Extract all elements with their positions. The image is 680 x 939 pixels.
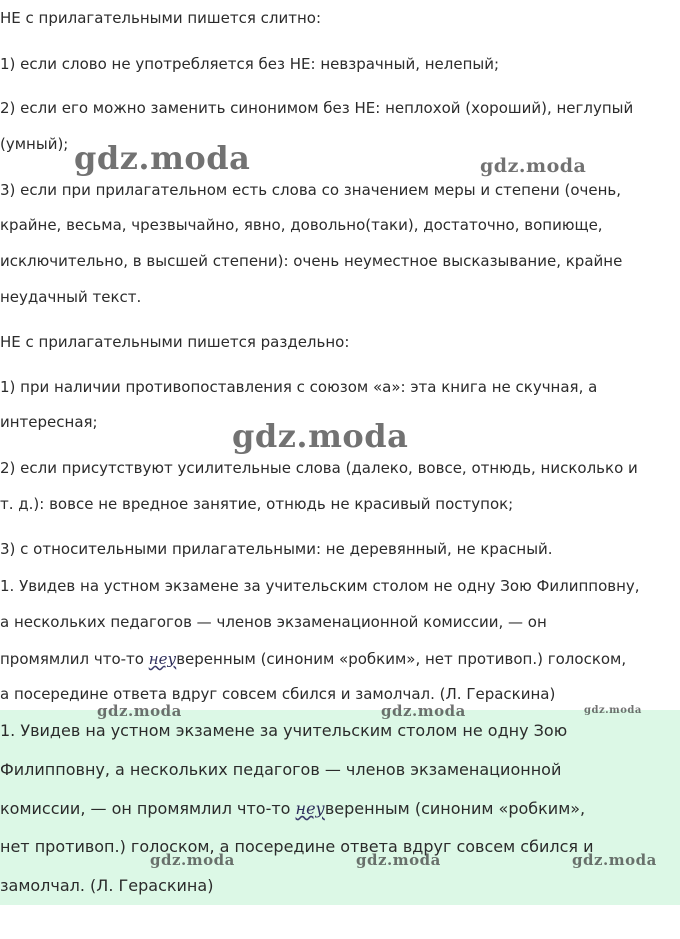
answer-line-3-before: комиссии, — он промямлил что-то — [0, 799, 296, 818]
answer-line-5: замолчал. (Л. Гераскина) — [0, 876, 214, 895]
watermark-logo: gdz.moda — [480, 155, 587, 177]
example-line-1: 1. Увидев на устном экзамене за учительским столом не одну Зою Филипповну, — [0, 577, 640, 595]
answer-line-3-after: веренным (синоним «робким», — [324, 799, 586, 818]
answer-line-2: Филипповну, а нескольких педагогов — членов экзаменационной — [0, 760, 562, 779]
rule-separate-3: 3) с относительными прилагательными: не деревянный, не красный. — [0, 540, 553, 558]
rule-together-2a: 2) если его можно заменить синонимом без НЕ: неплохой (хороший), неглупый — [0, 99, 634, 117]
watermark-logo: gdz.moda — [584, 705, 642, 716]
rule-together-3b: крайне, весьма, чрезвычайно, явно, довольно(таки), достаточно, вопиюще, — [0, 216, 603, 234]
rule-together-3c: исключительно, в высшей степени): очень неуместное высказывание, крайне — [0, 252, 623, 270]
answer-line-4: нет противоп.) голоском, а посередине ответа вдруг совсем сбился и — [0, 837, 594, 856]
rule-separate-1a: 1) при наличии противопоставления с союзом «а»: эта книга не скучная, а — [0, 378, 598, 396]
answer-block — [0, 710, 680, 905]
rule-together-3a: 3) если при прилагательном есть слова со значением меры и степени (очень, — [0, 181, 622, 199]
rule-together-3d: неудачный текст. — [0, 288, 142, 306]
watermark-logo: gdz.moda — [572, 851, 657, 869]
watermark-logo: gdz.moda — [97, 702, 182, 720]
watermark-logo: gdz.moda — [232, 417, 409, 455]
heading-separate: НЕ с прилагательными пишется раздельно: — [0, 333, 350, 351]
answer-handwritten-insertion: неу — [295, 799, 325, 818]
watermark-logo: gdz.moda — [74, 139, 251, 177]
example-line-3-before: промямлил что-то — [0, 650, 149, 668]
watermark-logo: gdz.moda — [356, 851, 441, 869]
rule-separate-2a: 2) если присутствуют усилительные слова (далеко, вовсе, отнюдь, нисколько и — [0, 459, 638, 477]
watermark-logo: gdz.moda — [381, 702, 466, 720]
rule-together-2b: (умный); — [0, 135, 69, 153]
example-line-4: а посередине ответа вдруг совсем сбился и замолчал. (Л. Гераскина) — [0, 685, 556, 703]
answer-line-1: 1. Увидев на устном экзамене за учительским столом не одну Зою — [0, 721, 568, 740]
example-line-3 — [0, 649, 626, 669]
example-line-3-after: веренным (синоним «робким», нет противоп.) голоском, — [176, 650, 627, 668]
answer-line-3 — [0, 798, 585, 820]
watermark-logo: gdz.moda — [150, 851, 235, 869]
rule-together-1: 1) если слово не употребляется без НЕ: невзрачный, нелепый; — [0, 55, 500, 73]
example-line-2: а нескольких педагогов — членов экзаменационной комиссии, — он — [0, 613, 547, 631]
heading-together: НЕ с прилагательными пишется слитно: — [0, 9, 321, 27]
rule-separate-1b: интересная; — [0, 413, 98, 431]
rule-separate-2b: т. д.): вовсе не вредное занятие, отнюдь не красивый поступок; — [0, 495, 514, 513]
handwritten-insertion: неу — [148, 650, 177, 668]
